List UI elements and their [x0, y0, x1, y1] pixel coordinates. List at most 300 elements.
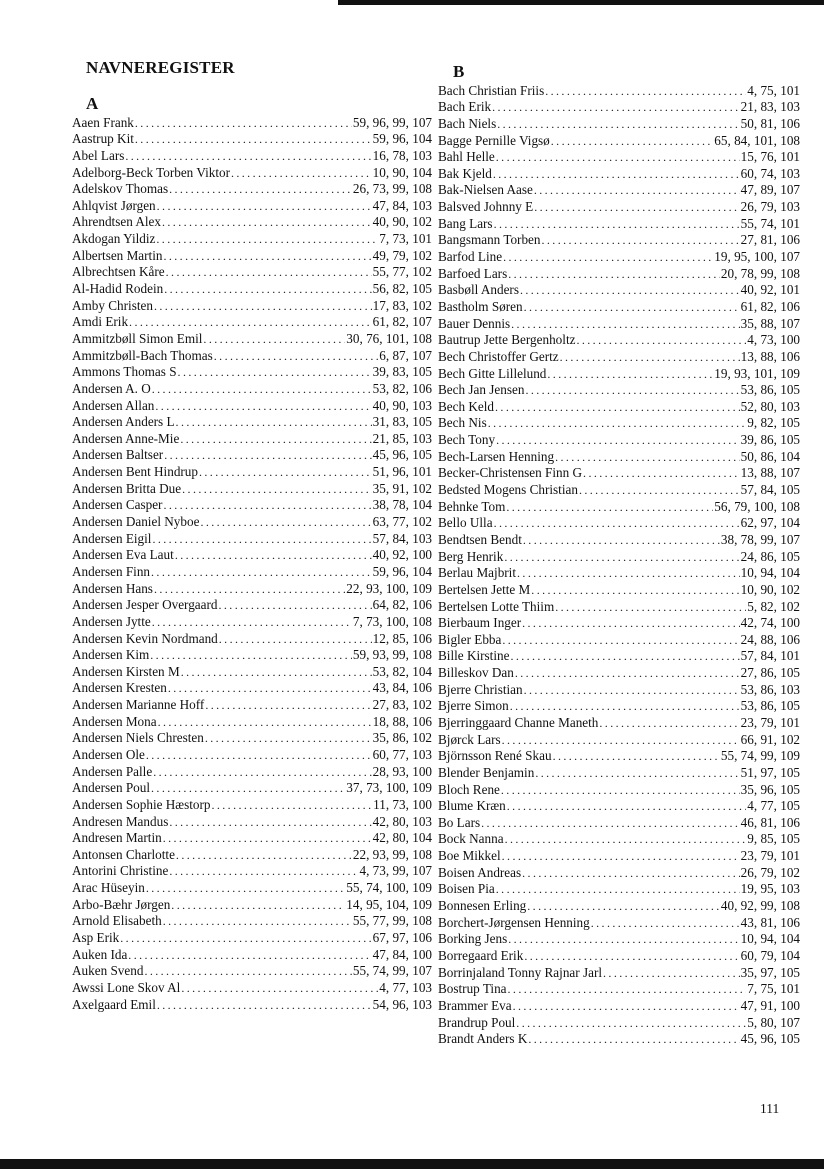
dot-leader: [525, 382, 739, 398]
dot-leader: [158, 714, 372, 730]
index-entry: [72, 563, 432, 580]
entry-pages: 24, 88, 106: [740, 631, 800, 647]
entry-name: Andersen Anders L: [72, 414, 175, 430]
entry-pages: 39, 83, 105: [372, 364, 432, 380]
entry-pages: 59, 93, 99, 108: [352, 647, 432, 663]
entry-name: Auken Svend: [72, 963, 144, 979]
index-entry: [438, 1014, 800, 1031]
index-entry: [438, 431, 800, 448]
entry-pages: 61, 82, 107: [372, 314, 432, 330]
dot-leader: [495, 399, 740, 415]
index-entry: [438, 631, 800, 648]
index-entry: [438, 448, 800, 465]
entry-pages: 22, 93, 99, 108: [352, 846, 432, 862]
index-entry: [438, 115, 800, 132]
index-entry: [72, 929, 432, 946]
dot-leader: [164, 447, 371, 463]
dot-leader: [502, 848, 740, 864]
dot-leader: [508, 266, 720, 282]
index-entry: [438, 382, 800, 399]
entry-name: Behnke Tom: [438, 498, 506, 514]
dot-leader: [494, 216, 740, 232]
entry-name: Bonnesen Erling: [438, 898, 527, 914]
index-entry: [438, 964, 800, 981]
entry-name: Andersen Casper: [72, 497, 163, 513]
entry-pages: 40, 90, 102: [372, 214, 432, 230]
entry-name: Amdi Erik: [72, 314, 129, 330]
entry-pages: 40, 92, 100: [372, 547, 432, 563]
dot-leader: [180, 431, 371, 447]
entry-name: Andersen Niels Chresten: [72, 730, 204, 746]
dot-leader: [506, 499, 713, 515]
entry-pages: 66, 91, 102: [740, 731, 800, 747]
dot-leader: [155, 398, 371, 414]
index-entry: [438, 298, 800, 315]
index-entry: [438, 282, 800, 299]
entry-pages: 5, 82, 102: [747, 598, 800, 614]
entry-name: Bjerringgaard Channe Maneth: [438, 714, 599, 730]
dot-leader: [153, 764, 371, 780]
entry-pages: 57, 84, 105: [740, 482, 800, 498]
entry-pages: 4, 77, 105: [747, 798, 800, 814]
dot-leader: [517, 565, 740, 581]
index-entry: [438, 598, 800, 615]
index-entry: [438, 997, 800, 1014]
entry-pages: 60, 77, 103: [372, 746, 432, 762]
entry-pages: 39, 86, 105: [740, 432, 800, 448]
entry-name: Borking Jens: [438, 931, 508, 947]
index-entry: [438, 714, 800, 731]
index-entry: [438, 99, 800, 116]
dot-leader: [496, 149, 740, 165]
entry-name: Bille Kirstine: [438, 648, 510, 664]
dot-leader: [156, 231, 378, 247]
dot-leader: [576, 332, 746, 348]
entry-name: Bauer Dennis: [438, 315, 511, 331]
entry-name: Aaen Frank: [72, 114, 134, 130]
entry-name: Andersen Mona: [72, 713, 157, 729]
entry-pages: 67, 97, 106: [372, 930, 432, 946]
dot-leader: [146, 747, 372, 763]
entry-name: Andresen Mandus: [72, 813, 169, 829]
entry-pages: 59, 96, 99, 107: [352, 114, 432, 130]
index-entry: [72, 996, 432, 1013]
dot-leader: [120, 930, 371, 946]
entry-pages: 13, 88, 106: [740, 348, 800, 364]
entry-name: Boisen Pia: [438, 881, 495, 897]
entry-name: Andersen Marianne Hoff: [72, 697, 205, 713]
page-title: NAVNEREGISTER: [86, 58, 235, 77]
dot-leader: [583, 465, 740, 481]
index-entry: [438, 132, 800, 149]
entry-name: Bloch Rene: [438, 781, 500, 797]
index-entry: [72, 114, 432, 131]
entry-pages: 42, 80, 104: [372, 830, 432, 846]
entry-name: Arbo-Bæhr Jørgen: [72, 896, 171, 912]
entry-pages: 4, 73, 100: [747, 332, 800, 348]
dot-leader: [603, 965, 740, 981]
entry-name: Bendtsen Bendt: [438, 531, 522, 547]
index-entry: [72, 230, 432, 247]
entry-name: Ahrendtsen Alex: [72, 214, 161, 230]
entry-name: Bjerre Simon: [438, 698, 509, 714]
dot-leader: [504, 549, 739, 565]
index-entry: [438, 198, 800, 215]
entry-name: Bigler Ebba: [438, 631, 502, 647]
entry-name: Boisen Andreas: [438, 864, 522, 880]
index-entry: [72, 763, 432, 780]
entry-pages: 60, 74, 103: [740, 165, 800, 181]
dot-leader: [515, 665, 740, 681]
entry-name: Andersen Daniel Nyboe: [72, 514, 200, 530]
dot-leader: [203, 331, 345, 347]
dot-leader: [522, 615, 740, 631]
index-entry: [438, 481, 800, 498]
entry-name: Bertelsen Lotte Thiim: [438, 598, 555, 614]
entry-name: Boe Mikkel: [438, 848, 501, 864]
entry-pages: 56, 79, 100, 108: [714, 498, 800, 514]
entry-pages: 15, 76, 101: [740, 149, 800, 165]
dot-leader: [125, 148, 371, 164]
index-entry: [438, 847, 800, 864]
dot-leader: [505, 831, 747, 847]
index-entry: [72, 796, 432, 813]
entry-name: Amby Christen: [72, 297, 153, 313]
index-entry: [438, 897, 800, 914]
dot-leader: [181, 980, 378, 996]
entry-pages: 60, 79, 104: [740, 947, 800, 963]
dot-leader: [176, 847, 352, 863]
entry-pages: 18, 88, 106: [372, 713, 432, 729]
index-entry: [438, 914, 800, 931]
entry-name: Andersen Eigil: [72, 530, 152, 546]
entry-name: Bertelsen Jette M: [438, 581, 531, 597]
entry-pages: 49, 79, 102: [372, 247, 432, 263]
index-entry: [72, 181, 432, 198]
entry-name: Andersen Kim: [72, 647, 150, 663]
index-entry: [72, 663, 432, 680]
entry-pages: 26, 73, 99, 108: [352, 181, 432, 197]
entry-pages: 17, 83, 102: [372, 297, 432, 313]
entry-pages: 35, 91, 102: [372, 480, 432, 496]
index-entry: [438, 82, 800, 99]
entry-pages: 31, 83, 105: [372, 414, 432, 430]
entry-pages: 10, 94, 104: [740, 931, 800, 947]
entry-pages: 40, 92, 99, 108: [720, 898, 800, 914]
entry-pages: 62, 97, 104: [740, 515, 800, 531]
entry-pages: 56, 82, 105: [372, 281, 432, 297]
index-entry: [72, 430, 432, 447]
index-entry: [72, 613, 432, 630]
entry-pages: 21, 83, 103: [740, 99, 800, 115]
entry-name: Awssi Lone Skov Al: [72, 979, 181, 995]
dot-leader: [579, 482, 740, 498]
entry-name: Brandrup Poul: [438, 1014, 516, 1030]
dot-leader: [488, 415, 747, 431]
dot-leader: [493, 166, 740, 182]
index-entry: [438, 981, 800, 998]
entry-name: Blender Benjamin: [438, 764, 535, 780]
entry-pages: 16, 78, 103: [372, 147, 432, 163]
index-entry: [72, 131, 432, 148]
dot-leader: [513, 998, 740, 1014]
entry-name: Andersen Baltser: [72, 447, 164, 463]
entry-name: Bjørck Lars: [438, 731, 501, 747]
entry-pages: 27, 83, 102: [372, 697, 432, 713]
entry-pages: 43, 81, 106: [740, 914, 800, 930]
index-entry: [72, 547, 432, 564]
dot-leader: [503, 249, 713, 265]
dot-leader: [496, 881, 740, 897]
index-entry: [438, 332, 800, 349]
dot-leader: [591, 915, 740, 931]
dot-leader: [511, 316, 740, 332]
dot-leader: [205, 697, 371, 713]
dot-leader: [163, 497, 371, 513]
index-entry: [72, 630, 432, 647]
entry-name: Bech-Larsen Henning: [438, 448, 555, 464]
entry-name: Andersen Kevin Nordmand: [72, 630, 218, 646]
entry-pages: 6, 87, 107: [379, 347, 432, 363]
entry-pages: 11, 73, 100: [373, 796, 432, 812]
dot-leader: [501, 782, 740, 798]
index-entry: [72, 147, 432, 164]
index-entry: [72, 414, 432, 431]
index-entry: [438, 565, 800, 582]
entry-name: Adelborg-Beck Torben Viktor: [72, 164, 230, 180]
entry-name: Andersen Poul: [72, 780, 151, 796]
entry-name: Bech Jan Jensen: [438, 382, 525, 398]
entry-pages: 14, 95, 104, 109: [346, 896, 432, 912]
dot-leader: [151, 564, 372, 580]
entry-name: Ahlqvist Jørgen: [72, 197, 156, 213]
index-entry: [72, 680, 432, 697]
index-entry: [438, 531, 800, 548]
dot-leader: [171, 897, 345, 913]
entry-pages: 47, 91, 100: [740, 997, 800, 1013]
entry-pages: 35, 86, 102: [372, 730, 432, 746]
entry-pages: 55, 74, 99, 107: [352, 963, 432, 979]
entry-pages: 4, 75, 101: [747, 82, 800, 98]
index-entry: [438, 515, 800, 532]
entry-name: Auken Ida: [72, 946, 128, 962]
entry-pages: 53, 86, 103: [740, 681, 800, 697]
entry-name: Billeskov Dan: [438, 665, 514, 681]
index-entry: [72, 696, 432, 713]
index-entry: [72, 480, 432, 497]
index-entry: [438, 947, 800, 964]
entry-pages: 55, 77, 99, 108: [352, 913, 432, 929]
dot-leader: [163, 830, 372, 846]
index-entry: [72, 830, 432, 847]
index-entry: [72, 330, 432, 347]
entry-name: Andersen Palle: [72, 763, 153, 779]
index-entry: [72, 513, 432, 530]
entry-name: Bak-Nielsen Aase: [438, 182, 533, 198]
dot-leader: [524, 299, 740, 315]
dot-leader: [168, 680, 372, 696]
entry-pages: 23, 79, 101: [740, 714, 800, 730]
entry-pages: 20, 78, 99, 108: [720, 265, 800, 281]
entry-name: Albertsen Martin: [72, 247, 163, 263]
entry-name: Bak Kjeld: [438, 165, 492, 181]
entry-name: Bello Ulla: [438, 515, 493, 531]
dot-leader: [508, 981, 747, 997]
entry-pages: 42, 80, 103: [372, 813, 432, 829]
entry-pages: 37, 73, 100, 109: [346, 780, 432, 796]
index-entry: [72, 946, 432, 963]
index-entry: [438, 831, 800, 848]
entry-pages: 40, 92, 101: [740, 282, 800, 298]
dot-leader: [524, 682, 740, 698]
index-entry: [438, 548, 800, 565]
entry-name: Andersen Britta Due: [72, 480, 182, 496]
entry-name: Borrinjaland Tonny Rajnar Jarl: [438, 964, 603, 980]
dot-leader: [176, 414, 372, 430]
entry-name: Andersen A. O: [72, 380, 151, 396]
entry-pages: 47, 89, 107: [740, 182, 800, 198]
dot-leader: [163, 913, 352, 929]
entry-pages: 40, 90, 103: [372, 397, 432, 413]
entry-pages: 27, 86, 105: [740, 665, 800, 681]
entry-name: Al-Hadid Rodein: [72, 281, 164, 297]
dot-leader: [231, 165, 372, 181]
index-entry: [438, 149, 800, 166]
index-entry: [72, 913, 432, 930]
entry-pages: 35, 88, 107: [740, 315, 800, 331]
entry-pages: 57, 84, 101: [740, 648, 800, 664]
index-entry: [438, 248, 800, 265]
entry-pages: 53, 86, 105: [740, 698, 800, 714]
entry-name: Bock Nanna: [438, 831, 504, 847]
entry-pages: 55, 74, 99, 109: [720, 748, 800, 764]
entry-pages: 52, 80, 103: [740, 398, 800, 414]
index-entry: [72, 397, 432, 414]
index-entry: [72, 813, 432, 830]
entry-pages: 54, 96, 103: [372, 996, 432, 1012]
dot-leader: [555, 449, 740, 465]
dot-leader: [154, 298, 372, 314]
index-entry: [72, 280, 432, 297]
entry-name: Borregaard Erik: [438, 947, 524, 963]
dot-leader: [510, 698, 740, 714]
index-entry: [72, 979, 432, 996]
entry-pages: 47, 84, 100: [372, 946, 432, 962]
entry-pages: 35, 96, 105: [740, 781, 800, 797]
entry-pages: 30, 76, 101, 108: [346, 330, 432, 346]
dot-leader: [164, 281, 371, 297]
entry-name: Ammons Thomas S: [72, 364, 177, 380]
entry-pages: 4, 73, 99, 107: [359, 863, 432, 879]
entry-name: Andersen Hans: [72, 580, 153, 596]
entry-name: Akdogan Yildiz: [72, 231, 156, 247]
dot-leader: [178, 364, 372, 380]
entry-pages: 35, 97, 105: [740, 964, 800, 980]
entry-name: Borchert-Jørgensen Henning: [438, 914, 590, 930]
dot-leader: [497, 116, 739, 132]
entry-pages: 19, 95, 100, 107: [714, 249, 800, 265]
entry-pages: 59, 96, 104: [372, 131, 432, 147]
entry-pages: 10, 94, 104: [740, 565, 800, 581]
entry-name: Andersen Finn: [72, 563, 151, 579]
entry-name: Becker-Christensen Finn G: [438, 465, 583, 481]
index-entry: [72, 896, 432, 913]
index-entry: [438, 731, 800, 748]
index-entry: [72, 380, 432, 397]
entry-name: Andersen Ole: [72, 746, 145, 762]
index-entry: [438, 615, 800, 632]
index-entry: [72, 713, 432, 730]
entry-name: Asp Erik: [72, 930, 120, 946]
dot-leader: [522, 865, 740, 881]
entry-pages: 57, 84, 103: [372, 530, 432, 546]
entry-pages: 26, 79, 103: [740, 199, 800, 215]
section-letter-a: A: [86, 94, 99, 113]
dot-leader: [520, 282, 740, 298]
dot-leader: [152, 381, 372, 397]
index-entry: [72, 580, 432, 597]
entry-pages: 55, 77, 102: [372, 264, 432, 280]
dot-leader: [508, 931, 739, 947]
index-entry: [438, 748, 800, 765]
index-entry: [72, 347, 432, 364]
dot-leader: [492, 99, 740, 115]
index-entry: [438, 698, 800, 715]
entry-name: Andersen Kirsten M: [72, 663, 180, 679]
index-entry: [438, 881, 800, 898]
entry-pages: 7, 73, 100, 108: [352, 613, 432, 629]
dot-leader: [494, 515, 740, 531]
dot-leader: [534, 199, 739, 215]
entry-pages: 38, 78, 99, 107: [720, 531, 800, 547]
entry-name: Berg Henrik: [438, 548, 504, 564]
dot-leader: [199, 464, 372, 480]
entry-pages: 24, 86, 105: [740, 548, 800, 564]
dot-leader: [157, 198, 372, 214]
entry-pages: 46, 81, 106: [740, 814, 800, 830]
entry-pages: 55, 74, 101: [740, 215, 800, 231]
entry-name: Andersen Allan: [72, 397, 155, 413]
dot-leader: [166, 264, 372, 280]
index-entry: [438, 814, 800, 831]
entry-name: Andersen Anne-Mie: [72, 430, 180, 446]
entry-name: Barfoed Lars: [438, 265, 508, 281]
entry-name: Arnold Elisabeth: [72, 913, 162, 929]
index-entry: [438, 465, 800, 482]
entry-pages: 64, 82, 106: [372, 597, 432, 613]
entry-pages: 28, 93, 100: [372, 763, 432, 779]
dot-leader: [157, 997, 372, 1013]
page-edge-bar-top: [338, 0, 824, 5]
entry-name: Ammitzbøll-Bach Thomas: [72, 347, 213, 363]
entry-pages: 61, 82, 106: [740, 298, 800, 314]
entry-pages: 59, 96, 104: [372, 563, 432, 579]
dot-leader: [152, 531, 371, 547]
index-entry: [438, 681, 800, 698]
index-entry: [438, 581, 800, 598]
entry-pages: 53, 82, 106: [372, 380, 432, 396]
entry-pages: 13, 88, 107: [740, 465, 800, 481]
dot-leader: [181, 664, 372, 680]
entry-name: Albrechtsen Kåre: [72, 264, 165, 280]
entry-name: Basbøll Anders: [438, 282, 519, 298]
index-entry: [72, 879, 432, 896]
entry-pages: 23, 79, 101: [740, 848, 800, 864]
index-entry: [72, 364, 432, 381]
dot-leader: [542, 232, 740, 248]
dot-leader: [163, 248, 371, 264]
entry-pages: 9, 85, 105: [747, 831, 800, 847]
